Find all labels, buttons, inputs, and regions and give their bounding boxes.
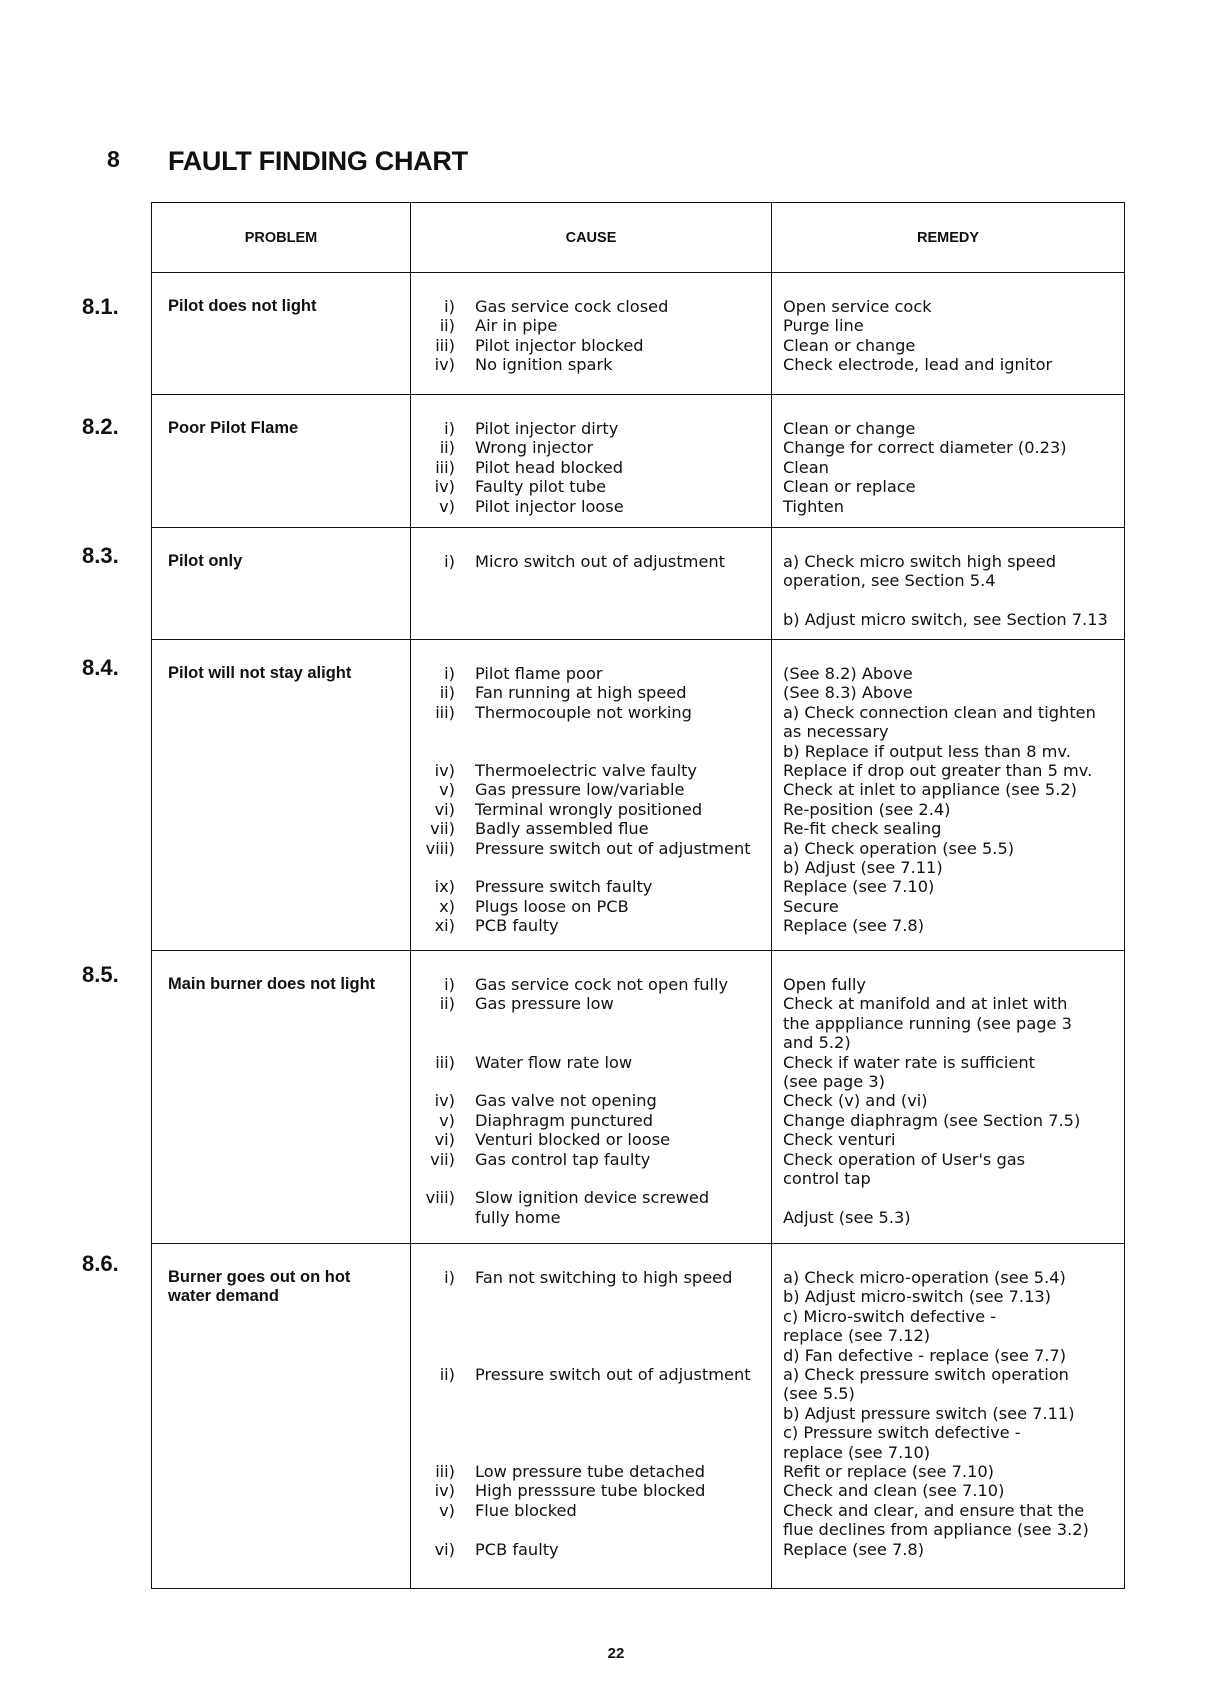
cause-item <box>411 1520 767 1539</box>
cause-index: iii) <box>435 1462 455 1482</box>
cause-item <box>411 316 767 335</box>
cause-text: Thermocouple not working <box>475 702 692 722</box>
cause-index: ii) <box>439 994 455 1014</box>
cause-item <box>411 1501 767 1520</box>
cause-item <box>411 916 767 935</box>
remedy-item: Clean or change <box>783 419 916 438</box>
remedy-item: (see 5.5) <box>783 1384 855 1404</box>
cause-text: Pressure switch out of adjustment <box>475 838 751 858</box>
remedy-item: and 5.2) <box>783 1033 851 1053</box>
row-number: 8.5. <box>82 962 119 987</box>
remedy-item: Replace (see 7.8) <box>783 916 925 936</box>
remedy-item: Check at inlet to appliance (see 5.2) <box>783 780 1077 800</box>
problem-cell <box>152 395 411 528</box>
cause-item <box>411 1130 767 1149</box>
cause-item <box>411 761 767 780</box>
cause-text: Water flow rate low <box>475 1052 633 1072</box>
cause-item <box>411 800 767 819</box>
row-number: 8.1. <box>82 294 119 319</box>
cause-text: Badly assembled flue <box>475 819 649 839</box>
cause-cell <box>411 951 772 1244</box>
remedy-item: as necessary <box>783 722 889 742</box>
cause-item <box>411 1033 767 1052</box>
cause-text: Gas pressure low <box>475 994 614 1014</box>
cause-index: v) <box>439 780 455 800</box>
remedy-item: Replace (see 7.8) <box>783 1539 925 1559</box>
remedy-item: (See 8.3) Above <box>783 683 913 703</box>
cause-index: vii) <box>430 1149 455 1169</box>
remedy-item: a) Check operation (see 5.5) <box>783 838 1015 858</box>
cause-text: Micro switch out of adjustment <box>475 552 726 571</box>
table-row <box>152 395 1125 528</box>
remedy-item: operation, see Section 5.4 <box>783 571 996 591</box>
remedy-item: Open service cock <box>783 297 932 316</box>
cause-index: iii) <box>435 457 455 477</box>
cause-item <box>411 419 767 438</box>
remedy-item: Change diaphragm (see Section 7.5) <box>783 1110 1081 1130</box>
problem-text: Pilot only <box>168 552 243 570</box>
cause-item <box>411 1014 767 1033</box>
cause-item <box>411 975 767 994</box>
remedy-item: replace (see 7.12) <box>783 1326 931 1346</box>
cause-index: viii) <box>425 1188 455 1208</box>
cause-item <box>411 858 767 877</box>
cause-text: Pressure switch faulty <box>475 877 653 897</box>
cause-item <box>411 1443 767 1462</box>
remedy-item: b) Adjust pressure switch (see 7.11) <box>783 1403 1075 1423</box>
cause-item <box>411 1404 767 1423</box>
cause-text: Gas pressure low/variable <box>475 780 685 800</box>
row-number: 8.6. <box>82 1251 119 1276</box>
cause-text: High presssure tube blocked <box>475 1481 706 1501</box>
cause-item <box>411 1053 767 1072</box>
remedy-item: Clean <box>783 457 829 477</box>
cause-text: Plugs loose on PCB <box>475 896 629 916</box>
page-title: FAULT FINDING CHART <box>168 146 468 176</box>
cause-item <box>411 742 767 761</box>
cause-index: i) <box>444 664 455 683</box>
table-row <box>152 1244 1125 1589</box>
cause-item <box>411 438 767 457</box>
remedy-item: Check and clear, and ensure that the <box>783 1500 1085 1520</box>
cause-index: xi) <box>434 916 455 936</box>
cause-index: iv) <box>434 761 455 781</box>
remedy-item: a) Check micro-operation (see 5.4) <box>783 1268 1066 1287</box>
remedy-item: replace (see 7.10) <box>783 1442 931 1462</box>
remedy-item: Check if water rate is sufficient <box>783 1052 1035 1072</box>
remedy-item <box>783 591 1118 610</box>
header-cause: CAUSE <box>411 203 772 273</box>
cause-text: PCB faulty <box>475 916 559 936</box>
cause-index: ii) <box>439 1365 455 1385</box>
cause-item <box>411 1384 767 1403</box>
problem-cell <box>152 951 411 1244</box>
remedy-item: Refit or replace (see 7.10) <box>783 1462 994 1482</box>
cause-text: Gas valve not opening <box>475 1091 657 1111</box>
remedy-item: Purge line <box>783 316 864 336</box>
cause-index: iii) <box>435 702 455 722</box>
cause-index: iv) <box>434 1481 455 1501</box>
remedy-item: flue declines from appliance (see 3.2) <box>783 1520 1089 1540</box>
problem-text: Pilot does not light <box>168 297 317 315</box>
cause-item <box>411 1365 767 1384</box>
cause-text: Gas control tap faulty <box>475 1149 651 1169</box>
cause-item <box>411 1150 767 1169</box>
fault-finding-table <box>151 202 1125 1589</box>
remedy-item: b) Replace if output less than 8 mv. <box>783 741 1071 761</box>
problem-cell <box>152 273 411 395</box>
problem-text: Poor Pilot Flame <box>168 419 299 437</box>
cause-item <box>411 336 767 355</box>
cause-index: vi) <box>434 1539 455 1559</box>
cause-text: Faulty pilot tube <box>475 477 607 497</box>
remedy-item: Check and clean (see 7.10) <box>783 1481 1005 1501</box>
remedy-item: a) Check micro switch high speed <box>783 552 1056 571</box>
cause-item <box>411 819 767 838</box>
remedy-item: Clean or replace <box>783 477 916 497</box>
cause-item <box>411 839 767 858</box>
remedy-item: Check at manifold and at inlet with <box>783 994 1068 1014</box>
cause-index: iv) <box>434 1091 455 1111</box>
row-number: 8.3. <box>82 543 119 568</box>
table-row <box>152 951 1125 1244</box>
remedy-item: c) Micro-switch defective - <box>783 1306 997 1326</box>
cause-index: i) <box>444 419 455 438</box>
remedy-item: Check venturi <box>783 1130 896 1150</box>
cause-item <box>411 1346 767 1365</box>
cause-item <box>411 458 767 477</box>
section-number: 8 <box>107 146 120 172</box>
page-number: 22 <box>607 1645 625 1662</box>
cause-text: Pilot flame poor <box>475 664 603 683</box>
remedy-item: b) Adjust (see 7.11) <box>783 858 943 878</box>
problem-text: Pilot will not stay alight <box>168 664 352 682</box>
cause-item <box>411 297 767 316</box>
cause-text: Pressure switch out of adjustment <box>475 1365 751 1385</box>
cause-text: Low pressure tube detached <box>475 1462 705 1482</box>
cause-item <box>411 722 767 741</box>
cause-item <box>411 994 767 1013</box>
table-row <box>152 273 1125 395</box>
cause-text: Gas service cock closed <box>475 297 669 316</box>
remedy-item: Check electrode, lead and ignitor <box>783 355 1053 375</box>
cause-index: i) <box>444 1268 455 1287</box>
cause-text: PCB faulty <box>475 1539 559 1559</box>
cause-item <box>411 552 767 571</box>
cause-item <box>411 1268 767 1287</box>
cause-index: vi) <box>434 1130 455 1150</box>
table-header-row <box>152 203 1125 273</box>
cause-text: Flue blocked <box>475 1500 577 1520</box>
remedy-cell <box>772 273 1125 395</box>
remedy-item: Replace if drop out greater than 5 mv. <box>783 761 1093 781</box>
cause-text: Air in pipe <box>475 316 558 336</box>
cause-index: iii) <box>435 335 455 355</box>
table-row <box>152 640 1125 951</box>
cause-index: i) <box>444 552 455 571</box>
cause-item <box>411 497 767 516</box>
cause-cell <box>411 528 772 640</box>
remedy-item: c) Pressure switch defective - <box>783 1423 1021 1443</box>
cause-item <box>411 664 767 683</box>
cause-cell <box>411 395 772 528</box>
remedy-item: (see page 3) <box>783 1072 886 1092</box>
cause-text: Diaphragm punctured <box>475 1110 654 1130</box>
cause-text: Pilot injector loose <box>475 496 624 516</box>
cause-item <box>411 1462 767 1481</box>
cause-index: x) <box>439 896 455 916</box>
cause-index: ii) <box>439 683 455 703</box>
cause-index <box>411 1208 475 1227</box>
cause-index: iv) <box>434 355 455 375</box>
cause-item <box>411 1481 767 1500</box>
cause-item <box>411 1072 767 1091</box>
cause-text: Gas service cock not open fully <box>475 975 729 994</box>
cause-index: i) <box>444 297 455 316</box>
row-number: 8.4. <box>82 655 119 680</box>
cause-index: vi) <box>434 799 455 819</box>
cause-item <box>411 477 767 496</box>
cause-text: Terminal wrongly positioned <box>475 799 703 819</box>
cause-index: vii) <box>430 819 455 839</box>
remedy-item: b) Adjust micro switch, see Section 7.13 <box>783 610 1108 630</box>
remedy-cell <box>772 528 1125 640</box>
remedy-item <box>783 1188 1118 1207</box>
remedy-item: control tap <box>783 1169 871 1189</box>
cause-item <box>411 1540 767 1559</box>
remedy-item: Re-fit check sealing <box>783 819 942 839</box>
problem-cell <box>152 528 411 640</box>
cause-text: Fan running at high speed <box>475 683 687 703</box>
cause-item <box>411 780 767 799</box>
remedy-item: Secure <box>783 896 839 916</box>
remedy-cell <box>772 951 1125 1244</box>
remedy-item: Change for correct diameter (0.23) <box>783 438 1067 458</box>
remedy-item: Tighten <box>783 496 844 516</box>
remedy-item: the apppliance running (see page 3 <box>783 1013 1072 1033</box>
remedy-item: (See 8.2) Above <box>783 664 913 683</box>
cause-index: ii) <box>439 316 455 336</box>
remedy-item: b) Adjust micro-switch (see 7.13) <box>783 1287 1051 1307</box>
remedy-item: Replace (see 7.10) <box>783 877 935 897</box>
row-number: 8.2. <box>82 414 119 439</box>
cause-item <box>411 683 767 702</box>
cause-item <box>411 1326 767 1345</box>
cause-item <box>411 1307 767 1326</box>
remedy-item: Open fully <box>783 975 866 994</box>
cause-item <box>411 1169 767 1188</box>
cause-item <box>411 703 767 722</box>
remedy-cell <box>772 640 1125 951</box>
cause-text: Wrong injector <box>475 438 594 458</box>
problem-cell <box>152 640 411 951</box>
cause-item <box>411 1287 767 1306</box>
cause-text: Thermoelectric valve faulty <box>475 761 697 781</box>
cause-item <box>411 1423 767 1442</box>
cause-index: iii) <box>435 1052 455 1072</box>
remedy-item: Clean or change <box>783 335 916 355</box>
cause-text: Pilot head blocked <box>475 457 623 477</box>
cause-text: Pilot injector dirty <box>475 419 619 438</box>
cause-text: Fan not switching to high speed <box>475 1268 733 1287</box>
cause-item <box>411 1188 767 1207</box>
cause-index: ii) <box>439 438 455 458</box>
cause-index: v) <box>439 496 455 516</box>
remedy-item: Check operation of User's gas <box>783 1149 1026 1169</box>
remedy-item: Re-position (see 2.4) <box>783 799 951 819</box>
cause-index: viii) <box>425 838 455 858</box>
cause-cell <box>411 273 772 395</box>
remedy-item: Adjust (see 5.3) <box>783 1207 911 1227</box>
cause-text: No ignition spark <box>475 355 613 375</box>
remedy-cell <box>772 395 1125 528</box>
remedy-item: d) Fan defective - replace (see 7.7) <box>783 1345 1067 1365</box>
cause-item <box>411 897 767 916</box>
cause-text: fully home <box>475 1207 561 1227</box>
cause-index: v) <box>439 1110 455 1130</box>
cause-index: i) <box>444 975 455 994</box>
cause-item <box>411 1091 767 1110</box>
cause-item <box>411 355 767 374</box>
cause-text: Venturi blocked or loose <box>475 1130 671 1150</box>
remedy-item: a) Check pressure switch operation <box>783 1365 1069 1385</box>
cause-cell <box>411 1244 772 1589</box>
cause-item <box>411 877 767 896</box>
header-problem: PROBLEM <box>152 203 411 273</box>
cause-index: ix) <box>434 877 455 897</box>
remedy-item: Check (v) and (vi) <box>783 1091 928 1111</box>
cause-index: v) <box>439 1500 455 1520</box>
table-row <box>152 528 1125 640</box>
problem-text: Main burner does not light <box>168 975 376 993</box>
cause-cell <box>411 640 772 951</box>
remedy-cell <box>772 1244 1125 1589</box>
cause-text: Pilot injector blocked <box>475 335 644 355</box>
problem-cell <box>152 1244 411 1589</box>
cause-item <box>411 1208 767 1227</box>
problem-text: Burner goes out on hot water demand <box>168 1268 351 1305</box>
remedy-item: a) Check connection clean and tighten <box>783 702 1096 722</box>
cause-text: Slow ignition device screwed <box>475 1188 710 1208</box>
cause-item <box>411 1111 767 1130</box>
cause-index: iv) <box>434 477 455 497</box>
header-remedy: REMEDY <box>772 203 1125 273</box>
